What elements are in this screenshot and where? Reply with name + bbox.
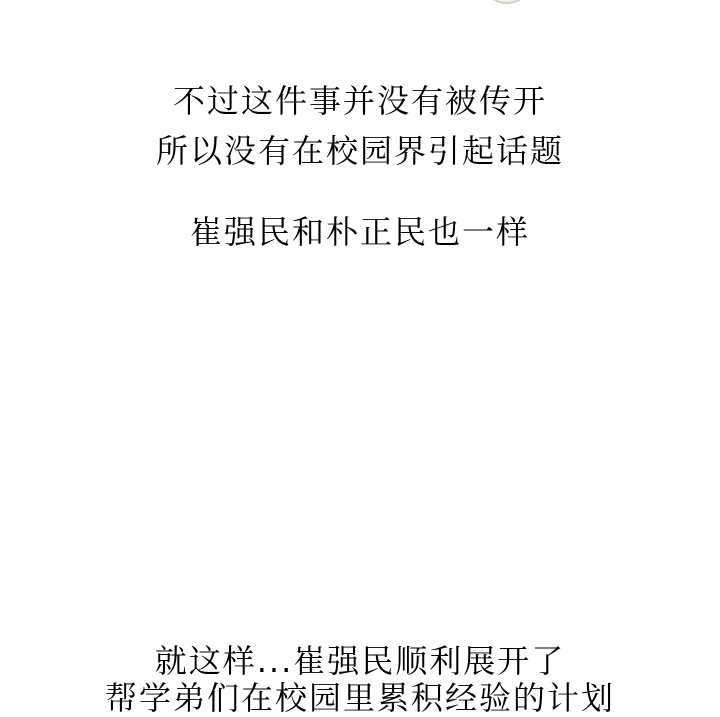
cropped-circle-image-fragment (488, 0, 526, 4)
narration-line-top-3: 崔强民和朴正民也一样 (189, 213, 530, 251)
narration-line-bottom-1: 就这样...崔强民顺利展开了 (154, 642, 566, 680)
narration-line-bottom-2-clipped: 帮学弟们在校园里累积经验的计划 (104, 679, 615, 717)
narration-line-top-1: 不过这件事并没有被传开 (172, 82, 547, 120)
narration-line-top-2: 所以没有在校园界引起话题 (155, 132, 564, 170)
